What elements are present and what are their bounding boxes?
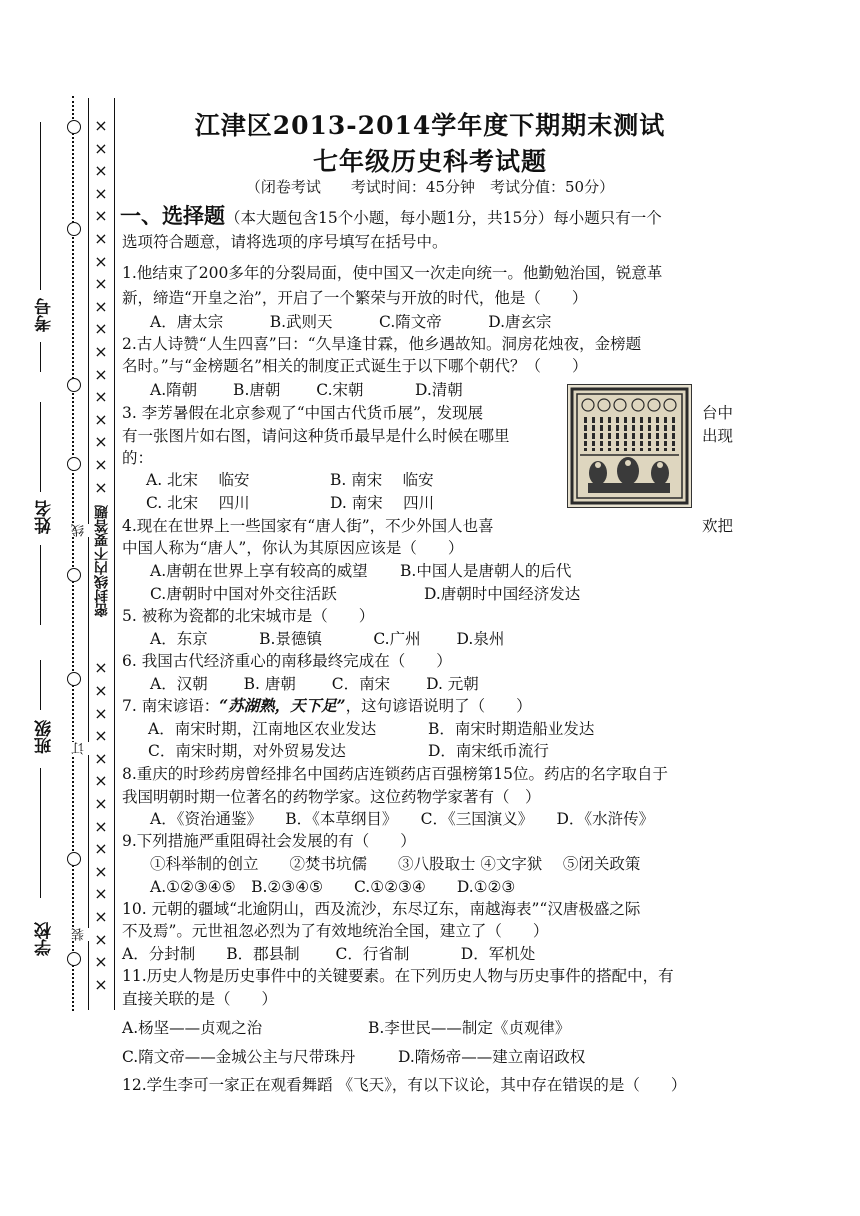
x-mark: × <box>94 726 108 746</box>
question-7-option-d: D．南宋纸币流行 <box>428 742 549 760</box>
section-heading <box>120 200 662 230</box>
question-11-line1: 11.历史人物是历史事件中的关键要素。在下列历史人物与历史事件的搭配中，有 <box>122 967 674 985</box>
question-3-option-d: D. 南宋 四川 <box>330 494 435 512</box>
binding-solid-line-right <box>114 98 115 1010</box>
x-mark: × <box>94 138 108 158</box>
question-6-options: A．汉朝 B. 唐朝 C．南宋 D. 元朝 <box>150 675 479 693</box>
x-mark: × <box>94 952 108 972</box>
label-name: 姓名 <box>35 500 55 534</box>
question-3-option-b: B. 南宋 临安 <box>330 471 434 489</box>
section-desc: （本大题包含15个小题，每小题1分，共15分）每小题只有一个 <box>225 209 662 227</box>
jiaozi-banknote-illustration <box>568 385 691 507</box>
x-mark: × <box>94 206 108 226</box>
x-mark: × <box>94 771 108 791</box>
x-mark: × <box>94 229 108 248</box>
question-12-line1: 12.学生李可一家正在观看舞蹈 《飞天》，有以下议论，其中存在错误的是（ ） <box>122 1076 687 1094</box>
question-3-option-a: A. 北宋 临安 <box>146 471 250 489</box>
question-11-option-b: B.李世民——制定《贞观律》 <box>368 1019 571 1037</box>
name-line <box>40 402 41 492</box>
binding-hole-circle <box>67 852 81 866</box>
class-line <box>40 768 41 898</box>
name-line <box>40 545 41 625</box>
question-9-options: A.①②③④⑤ B.②③④⑤ C.①②③④ D.①②③ <box>150 878 516 896</box>
question-11-option-c: C.隋文帝——金城公主与尺带珠丹 <box>122 1048 356 1066</box>
question-2-options: A.隋朝 B.唐朝 C.宋朝 D.清朝 <box>150 381 463 399</box>
question-9-line1: 9.下列措施严重阻碍社会发展的有（ ） <box>122 832 416 850</box>
binding-char-zhuang: 装 <box>72 928 87 941</box>
x-mark: × <box>94 409 108 429</box>
x-mark: × <box>94 274 108 294</box>
question-10-options: A．分封制 B．郡县制 C．行省制 D．军机处 <box>122 945 536 963</box>
question-8-line2: 我国明朝时期一位著名的药物学家。这位药物学家著有（ ） <box>122 788 541 806</box>
binding-hole-circle <box>67 378 81 392</box>
question-1-line2: 新，缔造“开皇之治”，开启了一个繁荣与开放的时代，他是（ ） <box>122 289 588 307</box>
x-mark: × <box>94 477 108 497</box>
question-3-line2: 有一张图片如右图，请问这种货币最早是什么时候在哪里 <box>122 427 510 445</box>
binding-char-xian: 线 <box>72 524 87 537</box>
x-mark: × <box>94 319 108 339</box>
question-7-prefix: 7. 南宋谚语： <box>122 697 220 715</box>
question-5-line1: 5. 被称为瓷都的北宋城市是（ ） <box>122 607 375 625</box>
label-exam-number: 考号 <box>35 298 55 332</box>
x-mark: × <box>94 658 108 678</box>
exam-number-line <box>40 342 41 372</box>
x-mark: × <box>94 861 108 881</box>
question-10-line2: 不及焉”。元世祖忽必烈为了有效地统治全国，建立了（ ） <box>122 922 549 940</box>
question-9-items: ①科举制的创立 ②焚书坑儒 ③八股取士 ④文字狱 ⑤闭关政策 <box>150 855 641 873</box>
question-8-line1: 8.重庆的时珍药房曾经排名中国药店连锁药店百强榜第15位。药店的名字取自于 <box>122 765 669 783</box>
x-mark: × <box>94 974 108 994</box>
x-mark: × <box>94 839 108 859</box>
binding-hole-circle <box>67 457 81 471</box>
question-3-line2-end: 出现 <box>702 427 734 445</box>
binding-warning: 密封线内不要答题 <box>94 505 110 617</box>
binding-hole-circle <box>67 672 81 686</box>
x-mark: × <box>94 681 108 700</box>
question-11-option-a: A.杨坚——贞观之治 <box>122 1019 263 1037</box>
question-4-line1-end: 欢把 <box>702 517 734 535</box>
x-mark: × <box>94 116 108 135</box>
exam-title: 江津区2013-2014学年度下期期末测试 <box>194 111 666 140</box>
class-line <box>40 660 41 710</box>
question-3-option-c: C. 北宋 四川 <box>146 494 250 512</box>
label-school: 学校 <box>35 922 55 956</box>
question-8-options: A．《资治通鉴》 B．《本草纲目》 C．《三国演义》 D．《水浒传》 <box>150 810 655 828</box>
binding-hole-circle <box>67 222 81 236</box>
question-1-options: A．唐太宗 B.武则天 C.隋文帝 D.唐玄宗 <box>150 313 552 331</box>
binding-solid-line-left <box>88 98 89 1010</box>
x-mark: × <box>94 703 108 723</box>
question-1-line1: 1.他结束了200多年的分裂局面，使中国又一次走向统一。他勤勉治国，锐意革 <box>122 264 663 282</box>
question-4-option-c: C.唐朝时中国对外交往活跃 <box>150 585 337 603</box>
question-6-line1: 6. 我国古代经济重心的南移最终完成在（ ） <box>122 652 452 670</box>
question-7-option-c: C．南宋时期，对外贸易发达 <box>148 742 346 760</box>
x-mark: × <box>94 161 108 181</box>
question-4-option-a: A.唐朝在世界上享有较高的威望 <box>150 562 368 580</box>
x-mark: × <box>94 364 108 384</box>
question-2-line2: 名时。”与“金榜题名”相关的制度正式诞生于以下哪个朝代？（ ） <box>122 357 588 375</box>
question-3-line1-end: 台中 <box>702 404 734 422</box>
label-class: 班级 <box>35 720 55 754</box>
question-3-line1: 3. 李芳暑假在北京参观了“中国古代货币展”，发现展 <box>122 404 484 422</box>
exam-subtitle: 七年级历史科考试题 <box>312 147 547 176</box>
x-mark: × <box>94 929 108 949</box>
question-7-proverb: “苏湖熟，天下足” <box>219 696 346 715</box>
question-4-line1: 4.现在在世界上一些国家有“唐人街”，不少外国人也喜 <box>122 517 494 535</box>
x-mark: × <box>94 251 108 271</box>
x-mark: × <box>94 907 108 926</box>
x-mark: × <box>94 296 108 316</box>
question-10-line1: 10. 元朝的疆域“北逾阴山，西及流沙，东尽辽东，南越海表”“汉唐极盛之际 <box>122 900 641 918</box>
x-mark: × <box>94 387 108 407</box>
x-mark: × <box>94 748 108 768</box>
binding-hole-circle <box>67 568 81 582</box>
question-5-options: A．东京 B.景德镇 C.广州 D.泉州 <box>150 630 505 648</box>
question-7-option-a: A．南宋时期，江南地区农业发达 <box>148 720 377 738</box>
x-mark: × <box>94 794 108 813</box>
x-mark: × <box>94 183 108 203</box>
question-7-suffix: ，这句谚语说明了（ ） <box>345 697 532 715</box>
question-3-line3: 的： <box>122 449 154 467</box>
question-2-line1: 2.古人诗赞“人生四喜”曰：“久旱逢甘霖，他乡遇故知。洞房花烛夜，金榜题 <box>122 335 642 353</box>
binding-hole-circle <box>67 952 81 966</box>
question-4-option-b: B.中国人是唐朝人的后代 <box>400 562 572 580</box>
section-desc-line2: 选项符合题意，请将选项的序号填写在括号中。 <box>122 233 448 251</box>
ancient-paper-money-image <box>567 384 692 508</box>
question-7-option-b: B．南宋时期造船业发达 <box>428 720 595 738</box>
question-11-line2: 直接关联的是（ ） <box>122 990 278 1008</box>
binding-char-ding: 订 <box>72 742 87 755</box>
x-mark: × <box>94 342 108 361</box>
section-title: 一、选择题 <box>120 204 225 228</box>
question-4-option-d: D.唐朝时中国经济发达 <box>424 585 581 603</box>
x-mark: × <box>94 432 108 452</box>
x-mark: × <box>94 884 108 904</box>
question-7-line1 <box>122 695 532 717</box>
x-mark: × <box>94 455 108 474</box>
exam-info: （闭卷考试 考试时间：45分钟 考试分值：50分） <box>245 178 615 196</box>
x-mark: × <box>94 816 108 836</box>
question-4-line2: 中国人称为“唐人”，你认为其原因应该是（ ） <box>122 539 464 557</box>
question-11-option-d: D.隋炀帝——建立南诏政权 <box>398 1048 586 1066</box>
